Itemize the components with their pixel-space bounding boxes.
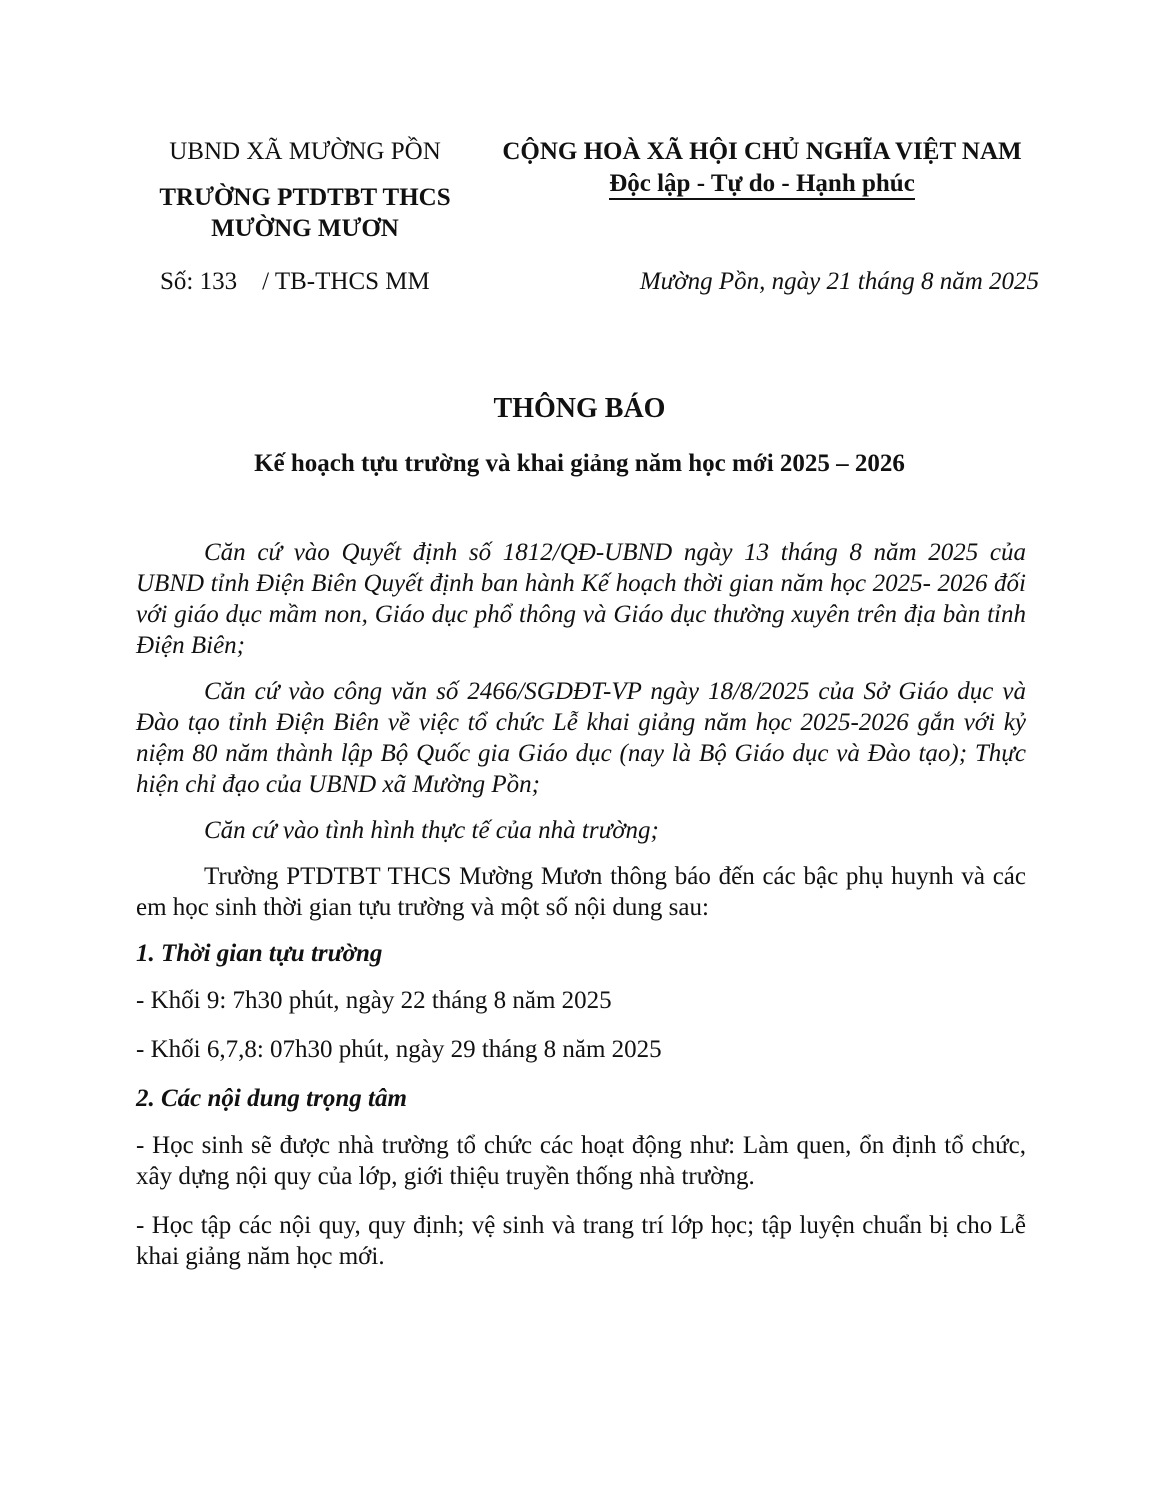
national-motto: Độc lập - Tự do - Hạnh phúc <box>609 171 915 200</box>
issuer-block <box>100 136 510 244</box>
school-name-line2: MƯỜNG MƯƠN <box>211 215 399 242</box>
section-1-item-2: - Khối 6,7,8: 07h30 phút, ngày 29 tháng 8 năm 2025 <box>136 1036 662 1063</box>
document-reference-number: Số: 133 / TB-THCS MM <box>160 268 430 295</box>
section-1-item-1: - Khối 9: 7h30 phút, ngày 22 tháng 8 năm 2025 <box>136 987 612 1014</box>
section-2-item-1: - Học sinh sẽ được nhà trường tổ chức các hoạt động như: Làm quen, ổn định tổ chức, xây dựng nội quy của lớp, giới thiệu truyền thống nhà trường. <box>136 1132 1026 1190</box>
nation-name: CỘNG HOÀ XÃ HỘI CHỦ NGHĨA VIỆT NAM <box>502 138 1022 165</box>
intro-paragraph: Trường PTDTBT THCS Mường Mươn thông báo đến các bậc phụ huynh và các em học sinh thời gian tựu trường và một số nội dung sau: <box>136 863 1026 921</box>
issuing-agency: UBND XÃ MƯỜNG PỒN <box>169 138 441 165</box>
national-header <box>470 136 1054 200</box>
section-2-heading: 2. Các nội dung trọng tâm <box>136 1085 407 1112</box>
school-name-line1: TRƯỜNG PTDTBT THCS <box>159 184 451 211</box>
place-and-date: Mường Pồn, ngày 21 tháng 8 năm 2025 <box>639 268 1039 295</box>
document-body <box>136 537 1026 1290</box>
school-name <box>100 182 510 244</box>
document-title: THÔNG BÁO <box>493 393 666 424</box>
legal-basis-1: Căn cứ vào Quyết định số 1812/QĐ-UBND ngày 13 tháng 8 năm 2025 của UBND tỉnh Điện Biên Quyết định ban hành Kế hoạch thời gian năm học 2025- 2026 đối với giáo dục mầm non, Giáo dục phổ thông và Giáo dục thường xuyên trên địa bàn tỉnh Điện Biên; <box>136 539 1026 659</box>
section-2-item-2: - Học tập các nội quy, quy định; vệ sinh và trang trí lớp học; tập luyện chuẩn bị cho Lễ khai giảng năm học mới. <box>136 1212 1026 1270</box>
legal-basis-3: Căn cứ vào tình hình thực tế của nhà trường; <box>204 817 659 844</box>
legal-basis-2: Căn cứ vào công văn số 2466/SGDĐT-VP ngày 18/8/2025 của Sở Giáo dục và Đào tạo tỉnh Điện Biên về việc tổ chức Lễ khai giảng năm học 2025-2026 gắn với kỷ niệm 80 năm thành lập Bộ Quốc gia Giáo dục (nay là Bộ Giáo dục và Đào tạo); Thực hiện chỉ đạo của UBND xã Mường Pồn; <box>136 678 1026 798</box>
document-subtitle: Kế hoạch tựu trường và khai giảng năm học mới 2025 – 2026 <box>254 450 905 477</box>
section-1-heading: 1. Thời gian tựu trường <box>136 940 383 967</box>
